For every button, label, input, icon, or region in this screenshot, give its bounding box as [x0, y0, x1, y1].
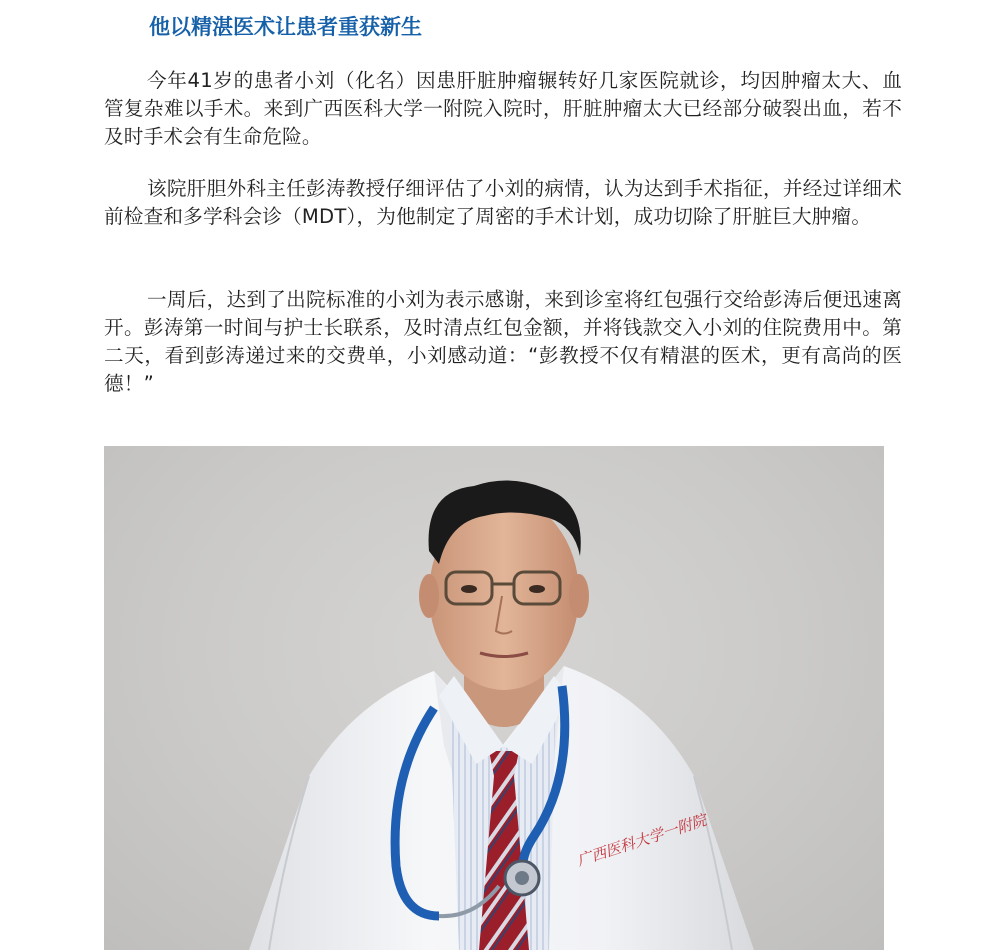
paragraph-3: 一周后，达到了出院标准的小刘为表示感谢，来到诊室将红包强行交给彭涛后便迅速离开。彭涛第一时间与护士长联系，及时清点红包金额，并将钱款交入小刘的住院费用中。第二天，看到彭涛递过来的交费单，小刘感动道：“彭教授不仅有精湛的医术，更有高尚的医德！”	[104, 288, 902, 395]
doctor-portrait-photo	[104, 446, 884, 950]
article-heading: 他以精湛医术让患者重获新生	[149, 15, 422, 39]
paragraph-2: 该院肝胆外科主任彭涛教授仔细评估了小刘的病情，认为达到手术指征，并经过详细术前检查和多学科会诊（MDT），为他制定了周密的手术计划，成功切除了肝脏巨大肿瘤。	[104, 177, 902, 228]
doctor-head	[419, 480, 589, 690]
paragraph-1: 今年41岁的患者小刘（化名）因患肝脏肿瘤辗转好几家医院就诊，均因肿瘤太大、血管复杂难以手术。来到广西医科大学一附院入院时，肝脏肿瘤太大已经部分破裂出血，若不及时手术会有生命危险。	[104, 69, 902, 148]
coat-embroidery: 广西医科大学一附院	[574, 810, 709, 870]
